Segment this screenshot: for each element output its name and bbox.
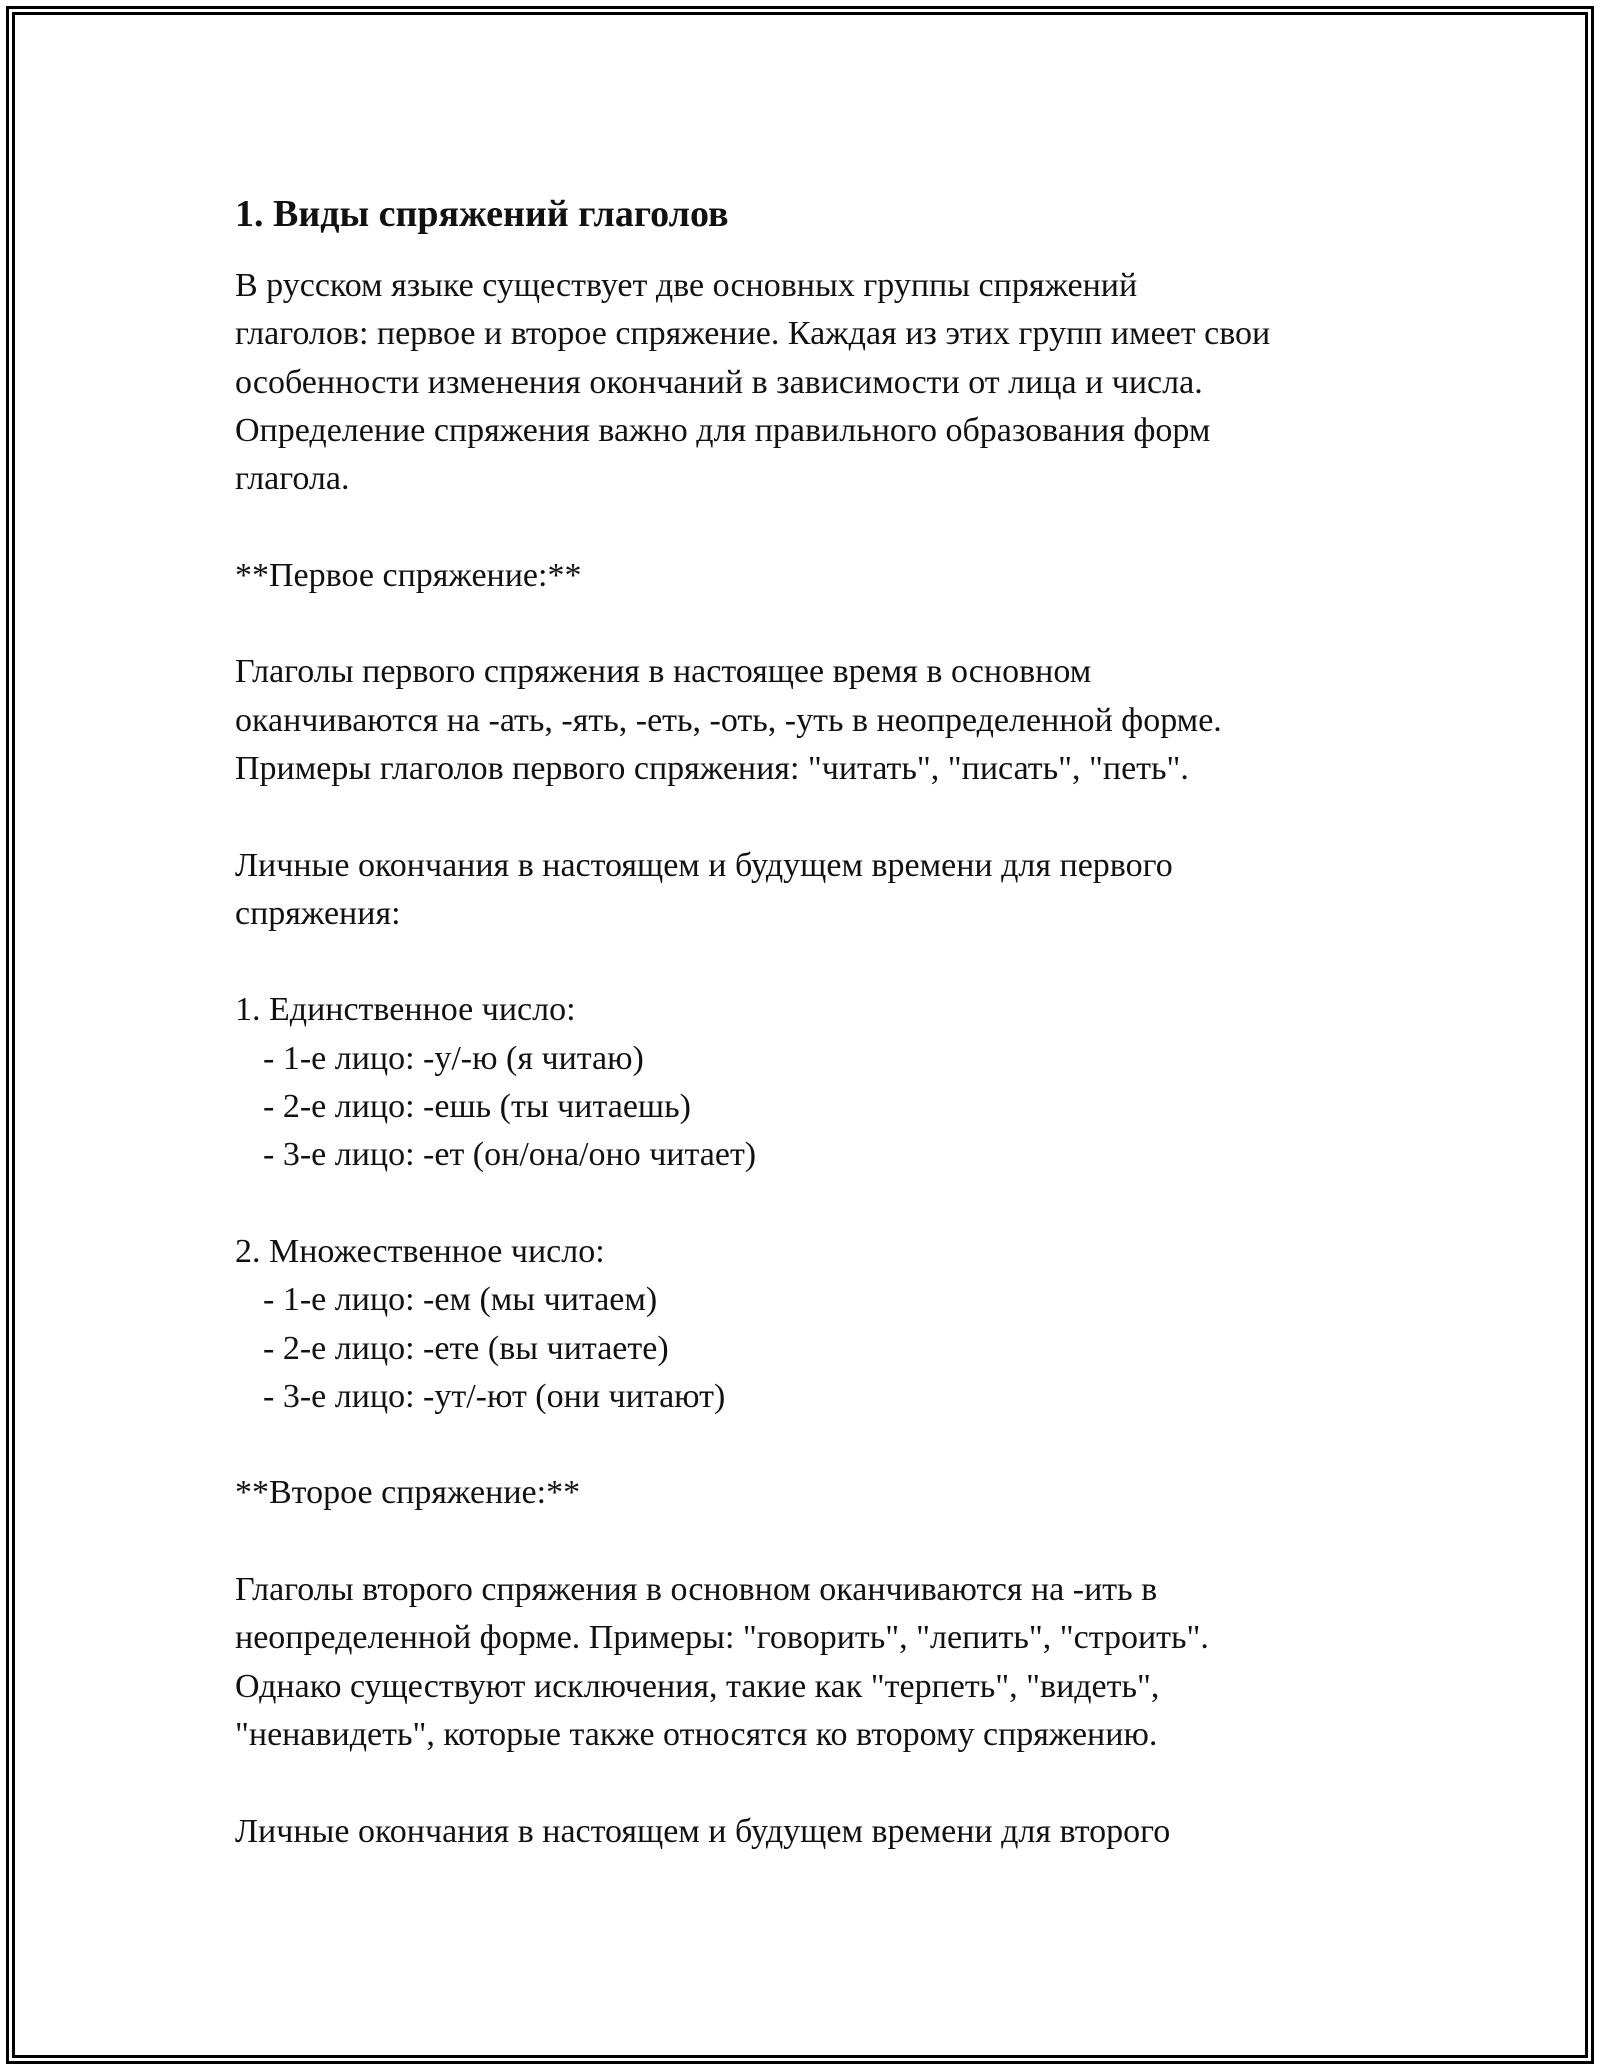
second-conjugation-description	[235, 1566, 1415, 1759]
text-line: Личные окончания в настоящем и будущем времени для второго	[235, 1812, 1171, 1850]
text-line: Примеры глаголов первого спряжения: "читать", "писать", "петь".	[235, 749, 1189, 787]
text-line: Глаголы второго спряжения в основном оканчиваются на -ить в	[235, 1571, 1158, 1609]
text-line: Глаголы первого спряжения в настоящее время в основном	[235, 653, 1092, 691]
document-body	[235, 186, 1415, 1856]
spacer	[235, 1518, 1415, 1566]
text-line: Определение спряжения важно для правильного образования форм	[235, 411, 1211, 449]
text-line: глаголов: первое и второе спряжение. Каждая из этих групп имеет свои	[235, 315, 1271, 353]
text-line: спряжения:	[235, 894, 401, 932]
text-line: "ненавидеть", которые также относятся ко второму спряжению.	[235, 1715, 1158, 1753]
list-item: - 2-е лицо: -ете (вы читаете)	[263, 1329, 669, 1367]
text-line: Однако существуют исключения, такие как "терпеть", "видеть",	[235, 1667, 1160, 1705]
text-line: неопределенной форме. Примеры: "говорить", "лепить", "строить".	[235, 1619, 1209, 1657]
list-item: - 3-е лицо: -ет (он/она/оно читает)	[263, 1136, 757, 1174]
list-title: 2. Множественное число:	[235, 1232, 605, 1270]
intro-paragraph	[235, 262, 1415, 503]
text-line: В русском языке существует две основных группы спряжений	[235, 267, 1138, 304]
list-item: - 3-е лицо: -ут/-ют (они читают)	[263, 1377, 726, 1415]
text-line: оканчиваются на -ать, -ять, -еть, -оть, -уть в неопределенной форме.	[235, 701, 1222, 739]
spacer	[235, 1421, 1415, 1469]
first-conjugation-title: **Первое спряжение:**	[235, 556, 582, 594]
spacer	[235, 1180, 1415, 1228]
plural-endings-list	[235, 1228, 1415, 1421]
spacer	[235, 1759, 1415, 1807]
text-line: Личные окончания в настоящем и будущем времени для первого	[235, 846, 1173, 884]
spacer	[235, 503, 1415, 551]
list-item: - 1-е лицо: -у/-ю (я читаю)	[263, 1039, 644, 1077]
second-endings-intro	[235, 1808, 1415, 1856]
second-conjugation-title: **Второе спряжение:**	[235, 1474, 581, 1512]
spacer	[235, 938, 1415, 986]
list-title: 1. Единственное число:	[235, 991, 576, 1029]
section-heading: 1. Виды спряжений глаголов	[235, 193, 729, 235]
spacer	[235, 600, 1415, 648]
text-line: глагола.	[235, 460, 350, 498]
list-item: - 2-е лицо: -ешь (ты читаешь)	[263, 1088, 691, 1126]
text-line: особенности изменения окончаний в зависимости от лица и числа.	[235, 363, 1203, 401]
first-endings-intro	[235, 842, 1415, 939]
list-item: - 1-е лицо: -ем (мы читаем)	[263, 1281, 658, 1319]
singular-endings-list	[235, 986, 1415, 1179]
first-conjugation-description	[235, 648, 1415, 793]
spacer	[235, 793, 1415, 841]
